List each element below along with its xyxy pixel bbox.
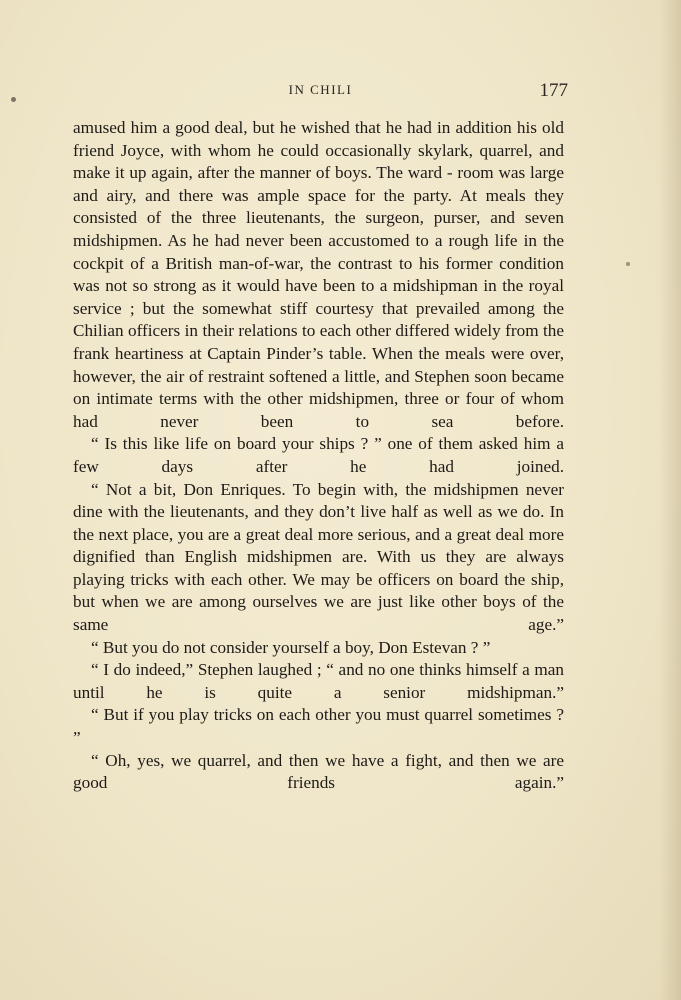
paragraph: “ But you do not consider yourself a boy, Don Estevan ? ” [91,637,491,657]
paragraph: “ But if you play tricks on each other you must quarrel sometimes ? ” [73,705,564,748]
paragraph: “ I do indeed,” Stephen laughed ; “ and no one thinks himself a man until he is quite a senior midshipman.” [73,660,564,702]
page-number: 177 [539,80,568,101]
running-head: IN CHILI [288,82,353,97]
paper-speck [11,97,16,102]
paper-speck [626,262,630,266]
paragraph: amused him a good deal, but he wished that he had in addition his old friend Joyce, with whom he could occasionally skylark, quarrel, and make it up again, after the manner of boys. The ward - room was large and airy, and there was ample space for the party. At meals they consisted of the three lieutenants, the surgeon, purser, and seven midshipmen. As he had never been accustomed to a rough life in the cockpit of a British man-of-war, the contrast to his former condition was not so strong as it would have been to a midshipman in the royal service ; but the somewhat stiff courtesy that prevailed among the Chilian officers in their relations to each other differed widely from the frank heartiness at Captain Pinder’s table. When the meals were over, however, the air of restraint softened a little, and Stephen soon became on intimate terms with the other midshipmen, three or four of whom had never been to sea before. [73,118,564,431]
page-header [73,80,568,102]
paragraph: “ Not a bit, Don Enriques. To begin with, the midshipmen never dine with the lieutenants, and they don’t live half as well as we do. In the next place, you are a great deal more serious, and a great deal more dignified than English midshipmen are. With us they are always playing tricks with each other. We may be officers on board the ship, but when we are among ourselves we are just like other boys of the same age.” [73,479,564,635]
body-text [73,117,564,795]
page-edge-shadow [659,0,681,1000]
paragraph: “ Is this like life on board your ships ? ” one of them asked him a few days after he had joined. [73,434,564,476]
paragraph: “ Oh, yes, we quarrel, and then we have a fight, and then we are good friends again.” [73,750,564,793]
